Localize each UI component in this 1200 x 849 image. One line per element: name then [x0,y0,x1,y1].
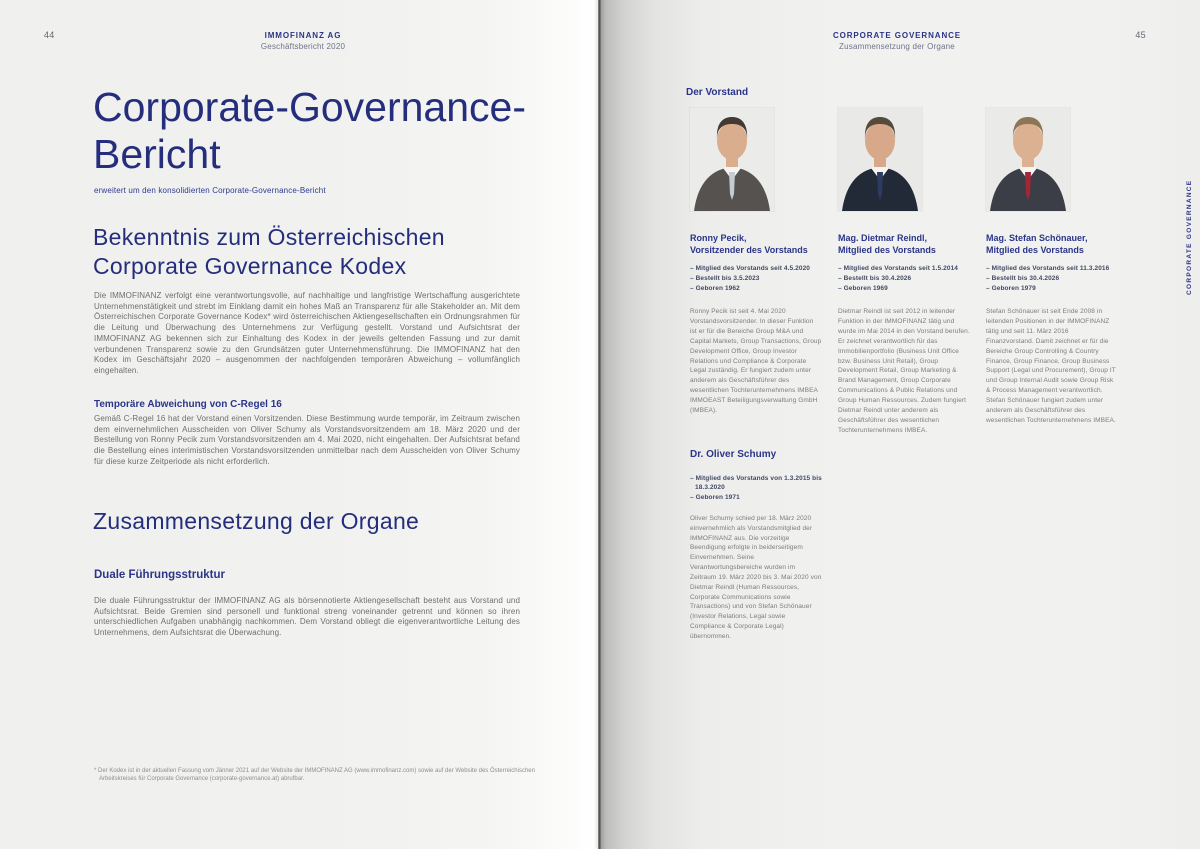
portrait-placeholder-graphic [838,108,922,211]
member-role-line: Mitglied des Vorstands [838,244,936,255]
member-details [686,264,822,293]
running-header-section: Zusammensetzung der Organe [839,42,955,51]
member-detail-item: – Geboren 1979 [986,284,1036,292]
member-bio: Stefan Schönauer ist seit Ende 2008 in leitenden Positionen in der IMMOFINANZ tätig und seit 11. März 2016 Finanzvorstand. Damit zeichnet er für die Bereiche Group Controlling & Country Finance, Group Finance, Group Business Support (Legal und Procurement), Group IT und Group Internal Audit sowie Group Risk & Process Management verantwortlich. Stefan Schönauer fungiert zudem unter anderem als Geschäftsführer des wesentlichen Tochterunternehmens IMBEA. [986,308,1116,424]
former-board-member-card [686,449,822,642]
running-header-right [747,31,1047,51]
page-right [600,0,1200,849]
member-name-line: Mag. Dietmar Reindl, [838,233,928,243]
member-detail-item: – Mitglied des Vorstands seit 4.5.2020 [690,265,811,272]
member-detail-item: – Mitglied des Vorstands von 1.3.2015 bis 18.3.2020 [690,474,822,492]
chapter-tab-label: CORPORATE GOVERNANCE [1186,179,1193,295]
member-role-line: Mitglied des Vorstands [986,244,1084,255]
book-spine-shadow [598,0,601,849]
portrait-placeholder-graphic [690,108,774,211]
former-member-bio: Oliver Schumy schied per 18. März 2020 einvernehmlich als Vorstandsmitglied der IMMOFINANZ aus. Die vorzeitige Beendigung erfolgte in beiderseitigem Einvernehmen. Seine Verantwortungsbereiche wurden im Zeitraum 19. März 2020 bis 3. Mai 2020 von Dietmar Reindl (Human Ressources, Corporate Communications sowie Transactions) und von Stefan Schönauer (Investor Relations, Legal sowie Compliance & Corporate Legal) übernommen. [690,514,822,641]
running-header-report: Geschäftsbericht 2020 [260,42,346,51]
subheading-abweichung: Temporäre Abweichung von C-Regel 16 [94,399,282,410]
section-heading-bekenntnis: Bekenntnis zum Österreichischen Corporate Governance Kodex [93,224,445,279]
member-detail-item: – Mitglied des Vorstands seit 1.5.2014 [838,265,959,272]
member-portrait-photo [986,108,1070,211]
former-member-details [686,474,822,503]
running-header-left [150,31,456,51]
paragraph-bekenntnis: Die IMMOFINANZ verfolgt eine verantwortungsvolle, auf nachhaltige und langfristige Wertschaffung ausgerichtete Unternehmenstätigkeit und strebt im Einklang damit ein hohes Maß an Transparenz für alle Stakeholder an. Mit dem Österreichischen Corporate Governance Kodex* wird österreichischen Aktiengesellschaften ein Ordnungsrahmen für die Leitung und Überwachung des Unternehmens zur Verfügung gestellt. Vorstand und Aufsichtsrat der IMMOFINANZ AG bekennen sich zur Einhaltung des Kodex in der jeweils geltenden Fassung und zur damit verbundenen Transparenz sowie zu den Grundsätzen guter Unternehmensführung. Die IMMOFINANZ hat den Kodex im Geschäftsjahr 2020 – ausgenommen der nachfolgenden temporären Abweichung – vollumfänglich eingehalten. [94,291,520,375]
member-portrait-photo [690,108,774,211]
report-subtitle: erweitert um den konsolidierten Corporate-Governance-Bericht [94,186,326,195]
member-name-line: Ronny Pecik, [690,233,747,243]
board-member-card [834,108,970,435]
member-bio: Ronny Pecik ist seit 4. Mai 2020 Vorstandsvorsitzender. In dieser Funktion ist er für die Bereiche Group M&A und Capital Markets, Group Transactions, Group Development Office, Group Investor Relations und Compliance & Corporate Legal zuständig. Er fungiert zudem unter anderem als Geschäftsführer des wesentlichen Tochterunternehmens IMBEA IMMOEAST Beteiligungsverwaltung GmbH (IMBEA). [690,308,822,414]
member-role-line: Vorsitzender des Vorstands [690,244,808,255]
member-detail-item: – Bestellt bis 30.4.2026 [838,274,912,282]
former-member-name: Dr. Oliver Schumy [690,449,777,460]
section-heading-zusammensetzung: Zusammensetzung der Organe [93,508,420,534]
member-detail-item: – Geboren 1971 [690,494,740,502]
page-number-right: 45 [1135,30,1146,40]
member-name [986,233,1118,256]
portrait-placeholder-graphic [986,108,1070,211]
page-number-left: 44 [44,30,55,40]
subheading-duale-fuehrungsstruktur: Duale Führungsstruktur [94,569,225,581]
member-details [834,264,970,293]
board-member-card [982,108,1118,426]
member-portrait-photo [838,108,922,211]
member-detail-item: – Bestellt bis 3.5.2023 [690,274,760,282]
report-title: Corporate-Governance-Bericht [93,84,526,177]
member-detail-item: – Mitglied des Vorstands seit 11.3.2016 [986,265,1110,272]
member-detail-item: – Bestellt bis 30.4.2026 [986,274,1060,282]
board-member-card [686,108,822,416]
section-heading-der-vorstand: Der Vorstand [686,87,749,98]
member-detail-item: – Geboren 1962 [690,284,740,292]
member-bio: Dietmar Reindl ist seit 2012 in leitender Funktion in der IMMOFINANZ tätig und wurde im Mai 2014 in den Vorstand berufen. Er zeichnet verantwortlich für das Immobilienportfolio (Business Unit Office bzw. Business Unit Retail), Group Development Retail, Group Marketing & Brand Management, Group Corporate Communications & Public Relations und Group Human Ressources. Zudem fungiert Dietmar Reindl unter anderem als Geschäftsführer des wesentlichen Tochterunternehmens IMBEA. [838,308,970,434]
member-name [690,233,822,256]
footnote-kodex: * Der Kodex ist in der aktuellen Fassung vom Jänner 2021 auf der Website der IMMOFINANZ AG (www.immofinanz.com) sowie auf der Website des Österreichischen Arbeitskreises für Corporate Governance (corporate-governance.at) abrufbar. [94,768,535,783]
member-detail-item: – Geboren 1969 [838,284,888,292]
running-header-company: IMMOFINANZ AG [264,31,342,40]
member-name-line: Mag. Stefan Schönauer, [986,233,1088,243]
running-header-chapter: CORPORATE GOVERNANCE [832,31,962,40]
paragraph-duale-fuehrungsstruktur: Die duale Führungsstruktur der IMMOFINANZ AG als börsennotierte Aktiengesellschaft besteht aus Vorstand und Aufsichtsrat. Beide Gremien sind personell und funktional streng voneinander getrennt und können so ihren unterschiedlichen Aufgaben unabhängig nachkommen. Dem Vorstand obliegt die eigenverantwortliche Leitung des Unternehmens, dem Aufsichtsrat die Überwachung. [94,596,520,638]
member-name [838,233,970,256]
paragraph-abweichung: Gemäß C-Regel 16 hat der Vorstand einen Vorsitzenden. Diese Bestimmung wurde temporär, im Zeitraum zwischen dem einvernehmlichen Ausscheiden von Oliver Schumy als Vorstandsvorsitzendem am 18. März 2020 und der Bestellung von Ronny Pecik zum Vorstandsvorsitzenden am 4. Mai 2020, nicht eingehalten. Der Aufsichtsrat befand die Bestellung eines interimistischen Vorstandsvorsitzenden unmittelbar nach dem Ausscheiden von Oliver Schumy für diese kurze Zeitperiode als nicht erforderlich. [94,414,520,466]
member-details [982,264,1118,293]
